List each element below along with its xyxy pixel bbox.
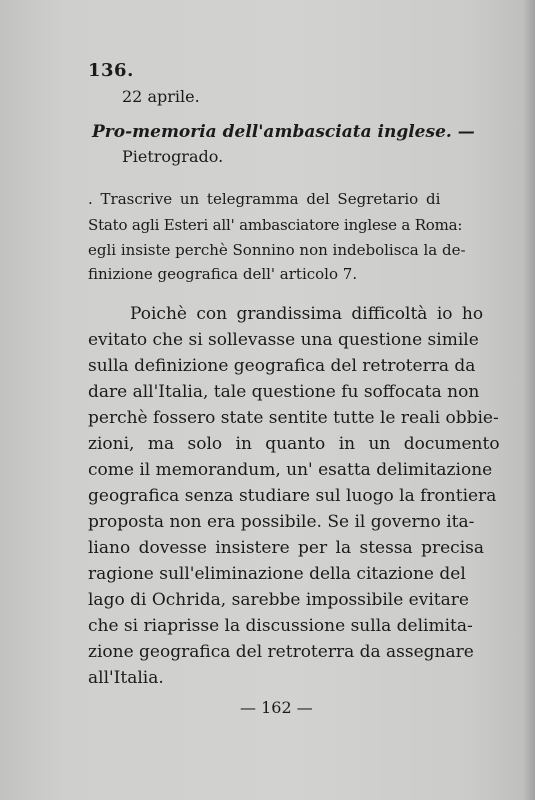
body-line: evitato che si sollevasse una questione simile <box>88 330 479 350</box>
body-line: lago di Ochrida, sarebbe impossibile evitare <box>88 590 469 610</box>
body-line: liano dovesse insistere per la stessa precisa <box>88 538 484 558</box>
body-line: che si riaprisse la discussione sulla delimita- <box>88 616 473 636</box>
summary-line: . Trascrive un telegramma del Segretario di <box>88 190 441 208</box>
body-line: ragione sull'eliminazione della citazione del <box>88 564 466 584</box>
body-line: geografica senza studiare sul luogo la frontiera <box>88 486 497 506</box>
body-line: dare all'Italia, tale questione fu soffocata non <box>88 382 480 402</box>
body-line: perchè fossero state sentite tutte le reali obbie- <box>88 408 499 428</box>
summary-line: finizione geografica dell' articolo 7. <box>88 265 358 283</box>
body-line: all'Italia. <box>88 668 164 688</box>
body-line: zioni, ma solo in quanto in un documento <box>88 434 500 454</box>
summary-line: Stato agli Esteri all' ambasciatore inglese a Roma: <box>88 216 463 234</box>
body-line: sulla definizione geografica del retroterra da <box>88 356 476 376</box>
page-footer-number: — 162 — <box>240 698 313 717</box>
summary-line: egli insiste perchè Sonnino non indebolisca la de- <box>88 241 466 259</box>
document-date: 22 aprile. <box>122 87 200 106</box>
body-line: proposta non era possibile. Se il governo ita- <box>88 512 475 532</box>
body-line: come il memorandum, un' esatta delimitazione <box>88 460 493 480</box>
document-number: 136. <box>88 60 134 81</box>
body-line: Poichè con grandissima difficoltà io ho <box>130 304 484 324</box>
body-line: zione geografica del retroterra da assegnare <box>88 642 474 662</box>
document-title: Pro-memoria dell'ambasciata inglese. — <box>92 122 475 142</box>
page-edge-shadow <box>523 0 535 800</box>
document-title-place: Pietrogrado. <box>122 147 224 166</box>
